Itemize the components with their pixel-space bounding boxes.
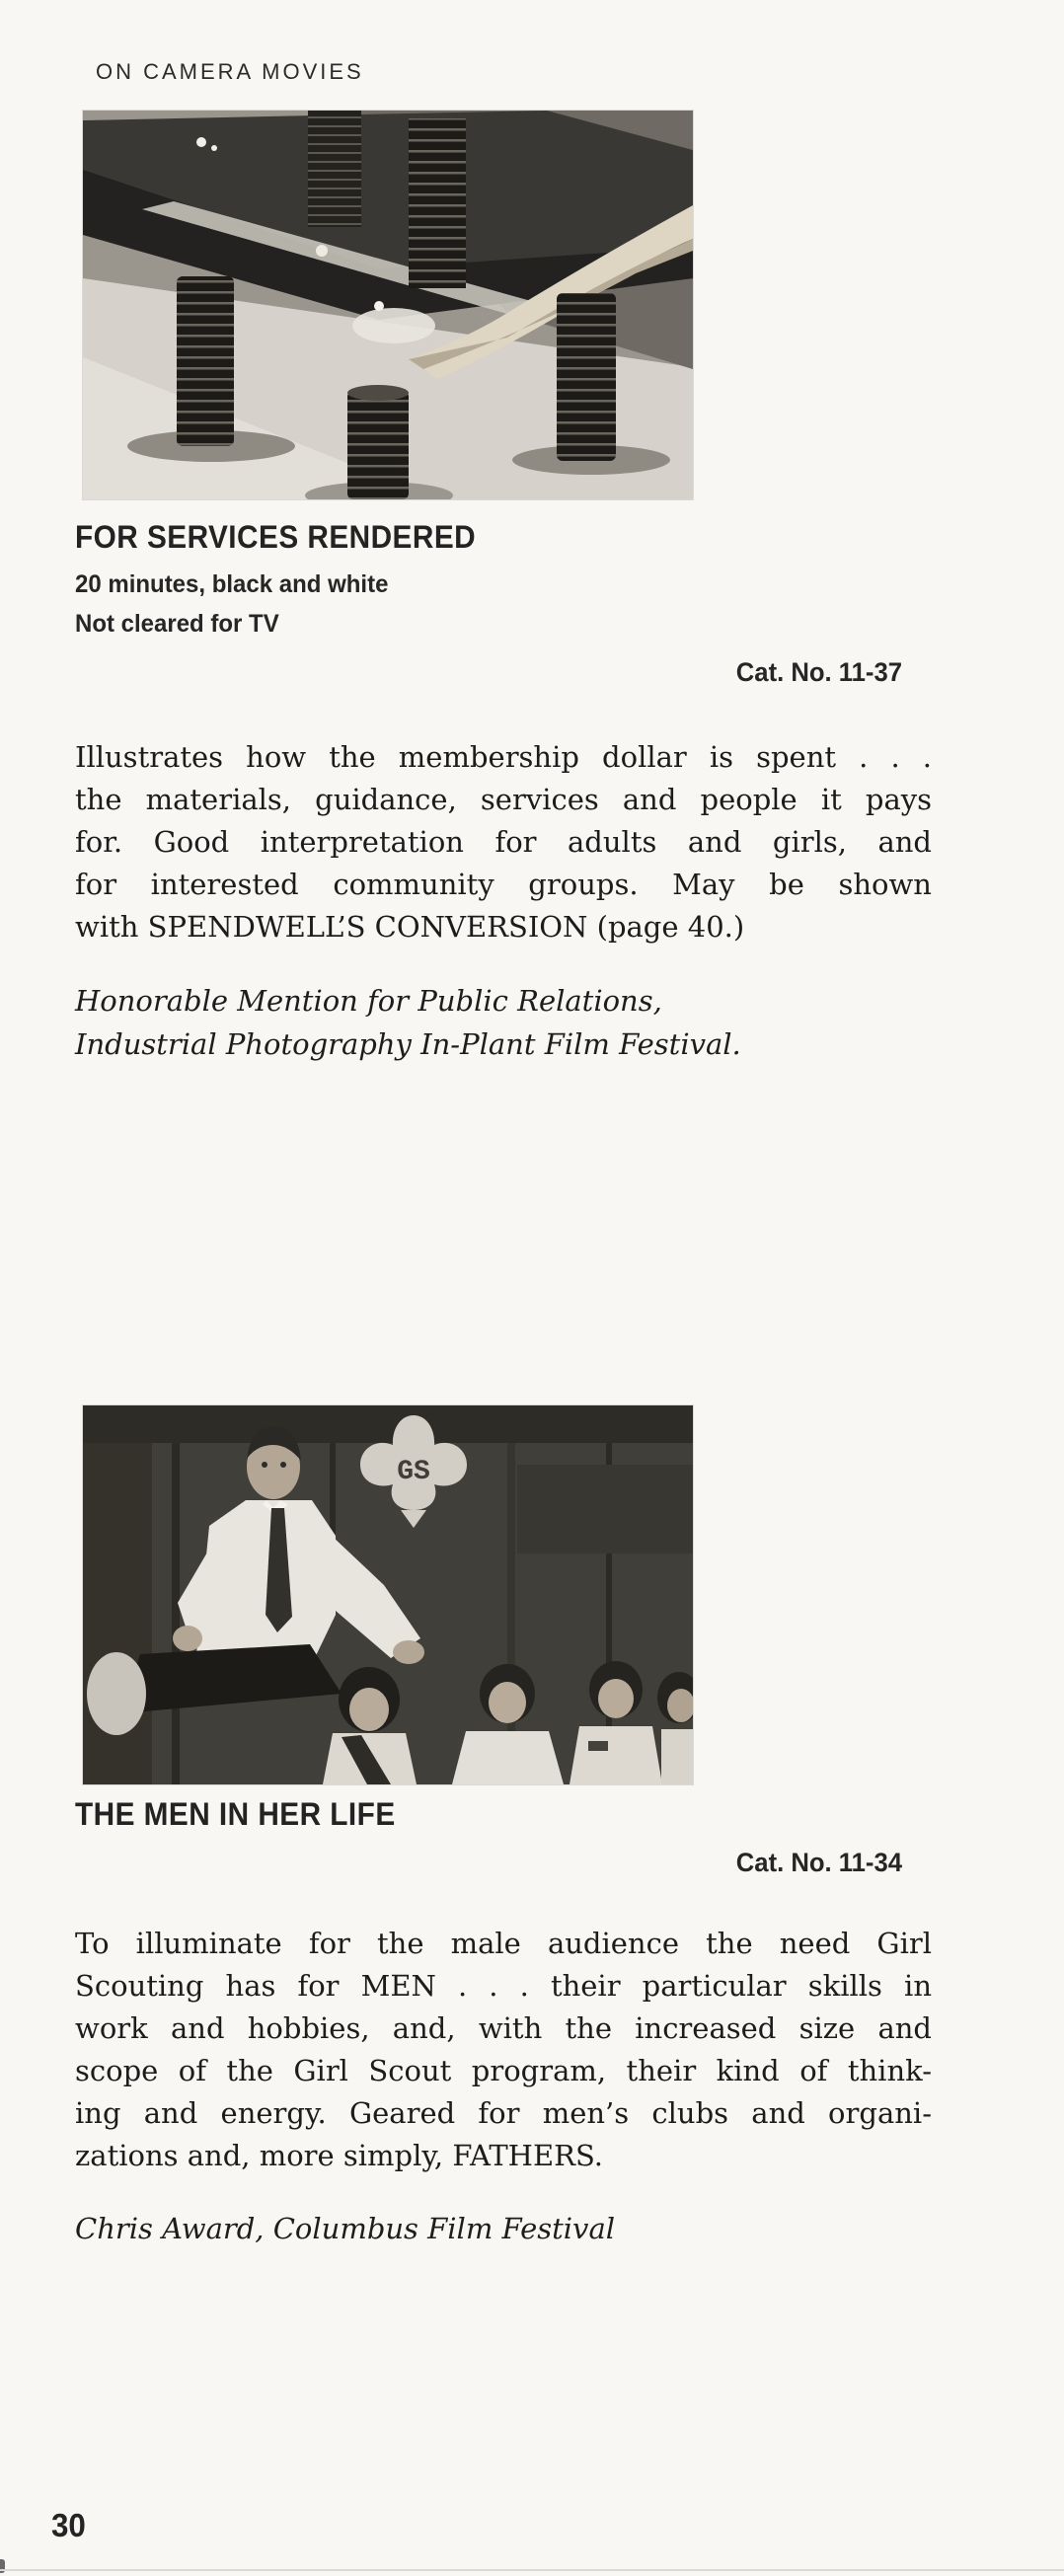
film-specs: [75, 565, 402, 644]
description-line: the materials, guidance, services and people it pays: [75, 783, 932, 816]
catalog-number-2: Cat. No. 11-34: [735, 1848, 902, 1877]
page-header: ON CAMERA MOVIES: [96, 59, 364, 84]
description-line: for interested community groups. May be shown: [75, 868, 932, 901]
description-line: scope of the Girl Scout program, their kind of think-: [75, 2054, 932, 2087]
award-note-2: [75, 2207, 944, 2250]
film-title-the-men-in-her-life: THE MEN IN HER LIFE: [75, 1796, 396, 1832]
description-line: To illuminate for the male audience the need Girl: [75, 1927, 932, 1960]
girl-scouts-photo: [83, 1405, 693, 1784]
description-line: for. Good interpretation for adults and girls, and: [75, 825, 932, 859]
page-bottom-edge: [0, 2569, 1064, 2571]
coin-stack-right-leg: [557, 293, 616, 461]
catalog-number-1: Cat. No. 11-37: [735, 657, 902, 687]
coin-stacks-photo: [83, 111, 693, 499]
page-number: 30: [51, 2507, 86, 2543]
chrome-clamp: [352, 308, 435, 343]
description-line: with SPENDWELL’S CONVERSION (page 40.): [75, 910, 745, 944]
gs-emblem-text: GS: [397, 1457, 430, 1487]
spec-tv-clearance: Not cleared for TV: [75, 610, 279, 638]
photo-the-men-in-her-life: [83, 1405, 693, 1784]
film-description-1: [75, 736, 932, 948]
spec-runtime: 20 minutes, black and white: [75, 570, 389, 598]
description-line: Scouting has for MEN . . . their particular skills in: [75, 1969, 932, 2003]
coin-stack-front: [347, 385, 409, 499]
film-title-for-services-rendered: FOR SERVICES RENDERED: [75, 519, 477, 555]
coin-stack-top-left: [308, 111, 361, 227]
award-line: Chris Award, Columbus Film Festival: [75, 2212, 616, 2245]
award-line: Honorable Mention for Public Relations,: [75, 984, 662, 1018]
description-line: work and hobbies, and, with the increased size and: [75, 2011, 932, 2045]
description-line: ing and energy. Geared for men’s clubs and organi-: [75, 2096, 932, 2130]
coin-stack-left-leg: [177, 276, 234, 446]
photo-for-services-rendered: [83, 111, 693, 499]
award-line: Industrial Photography In-Plant Film Festival.: [75, 1027, 741, 1061]
coin-stack-top-right: [409, 118, 466, 288]
award-note-1: [75, 979, 944, 1066]
film-description-2: [75, 1923, 932, 2177]
description-line: Illustrates how the membership dollar is spent . . .: [75, 740, 932, 774]
figure-far-left: [87, 1652, 146, 1735]
description-line: zations and, more simply, FATHERS.: [75, 2139, 604, 2172]
